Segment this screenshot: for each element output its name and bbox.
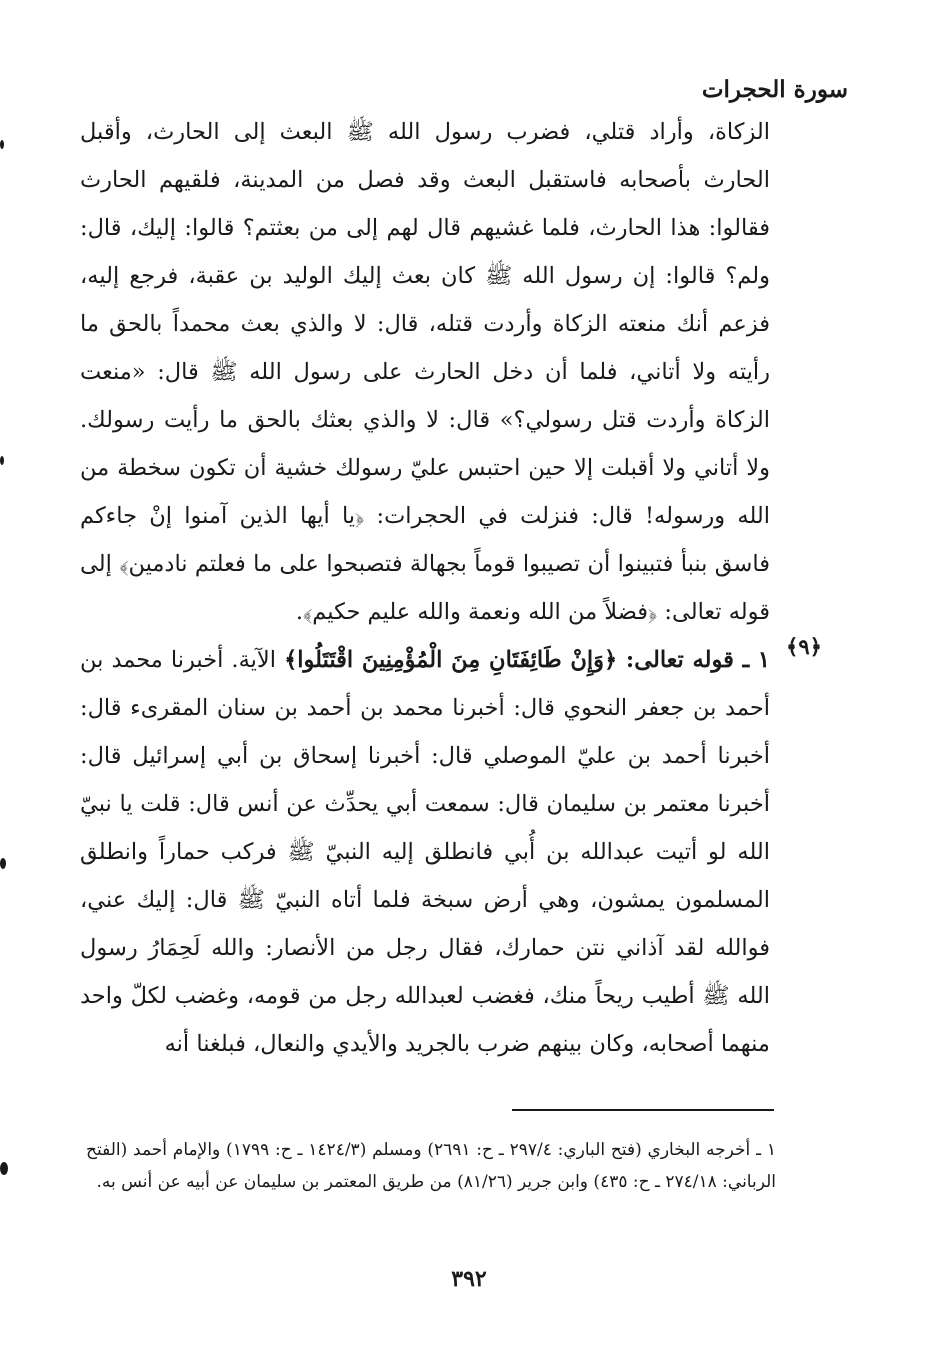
footnote: ١ ـ أخرجه البخاري (فتح الباري: ٢٩٧/٤ ـ ح: ٢٦٩١) ومسلم (١٤٢٤/٣ ـ ح: ١٧٩٩) والإمام أحمد (الفتح الرباني: ٢٧٤/١٨ ـ ح: ٤٣٥) وابن جرير (٨١/٢٦) من طريق المعتمر بن سليمان عن أبيه عن أنس به. bbox=[86, 1140, 776, 1192]
page-number: ٣٩٢ bbox=[451, 1266, 487, 1292]
scan-speck bbox=[0, 140, 4, 149]
paragraph-verse-commentary bbox=[80, 636, 770, 1068]
scan-speck bbox=[0, 456, 4, 465]
scan-speck bbox=[0, 1162, 8, 1175]
scan-speck bbox=[0, 858, 6, 869]
verse-number-marker: ﴿٩﴾ bbox=[786, 634, 822, 659]
verse-quote: ١ ـ قوله تعالى: ﴿وَإِنْ طَائِفَتَانِ مِنَ الْمُؤْمِنِينَ اقْتَتَلُوا﴾ bbox=[284, 647, 770, 673]
footnote-divider bbox=[512, 1109, 774, 1111]
main-text bbox=[80, 108, 770, 1068]
commentary-text: الآية. أخبرنا محمد بن أحمد بن جعفر النحوي قال: أخبرنا محمد بن أحمد بن سنان المقرىء قال: أخبرنا أحمد بن عليّ الموصلي قال: أخبرنا إسحاق بن أبي إسرائيل قال: أخبرنا معتمر بن سليمان قال: سمعت أبي يحدِّث عن أنس قال: قلت يا نبيّ الله لو أتيت عبدالله بن أُبي فانطلق إليه النبيّ ﷺ فركب حماراً وانطلق المسلمون يمشون، وهي أرض سبخة فلما أتاه النبيّ ﷺ قال: إليك عني، فوالله لقد آذاني نتن حمارك، فقال رجل من الأنصار: والله لَحِمَارُ رسول الله ﷺ أطيب ريحاً منك، فغضب لعبدالله رجل من قومه، وغضب لكلّ واحد منهما أصحابه، وكان بينهم ضرب بالجريد والأيدي والنعال، فبلغنا أنه bbox=[80, 647, 770, 1057]
paragraph-hadith-continuation: الزكاة، وأراد قتلي، فضرب رسول الله ﷺ البعث إلى الحارث، وأقبل الحارث بأصحابه فاستقبل البعث وقد فصل من المدينة، فلقيهم الحارث فقالوا: هذا الحارث، فلما غشيهم قال لهم إلى من بعثتم؟ قالوا: إليك، قال: ولم؟ قالوا: إن رسول الله ﷺ كان بعث إليك الوليد بن عقبة، فرجع إليه، فزعم أنك منعته الزكاة وأردت قتله، قال: لا والذي بعث محمداً بالحق ما رأيته ولا أتاني، فلما أن دخل الحارث على رسول الله ﷺ قال: «منعت الزكاة وأردت قتل رسولي؟» قال: لا والذي بعثك بالحق ما رأيت رسولك. ولا أتاني ولا أقبلت إلا حين احتبس عليّ رسولك خشية أن تكون سخطة من الله ورسوله! قال: فنزلت في الحجرات: ﴿يا أيها الذين آمنوا إنْ جاءكم فاسق بنبأ فتبينوا أن تصيبوا قوماً بجهالة فتصبحوا على ما فعلتم نادمين﴾ إلى قوله تعالى: ﴿فضلاً من الله ونعمة والله عليم حكيم﴾. bbox=[80, 119, 770, 625]
page-header-surah-title: سورة الحجرات bbox=[701, 76, 848, 103]
